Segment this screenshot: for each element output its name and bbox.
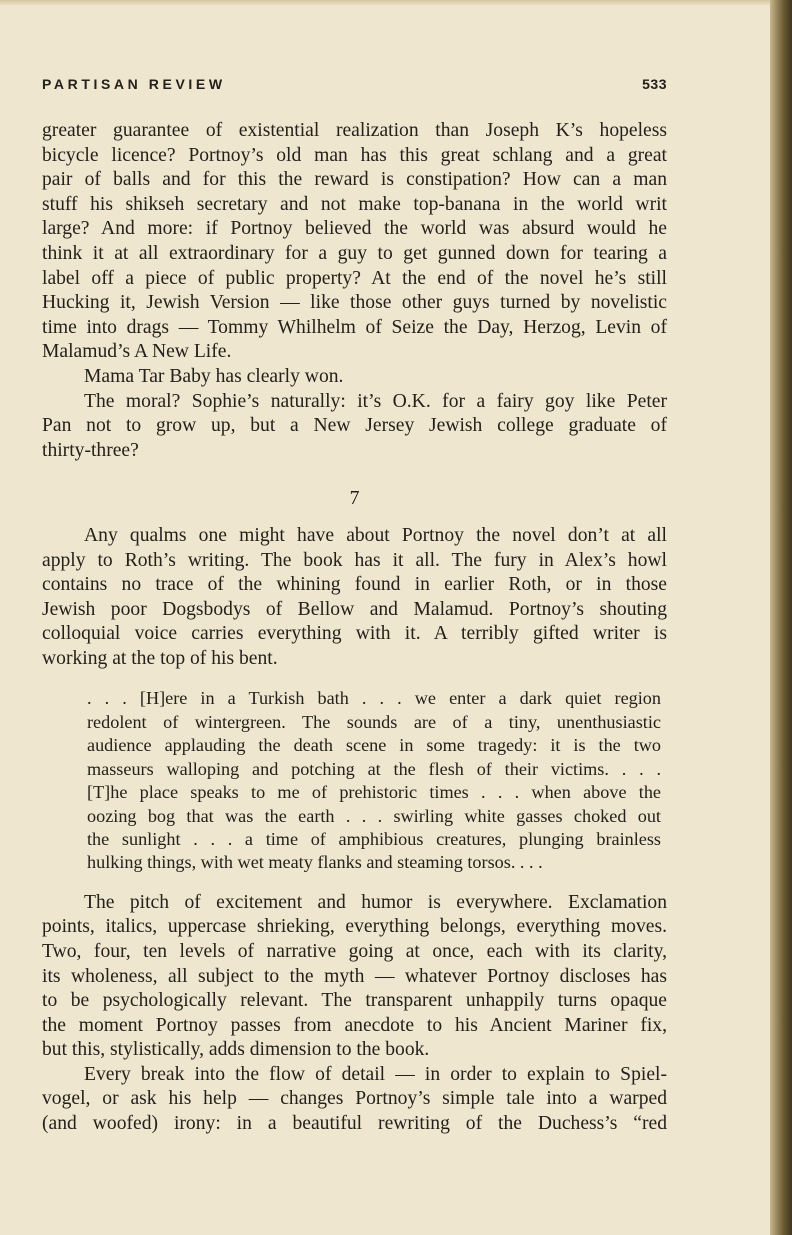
running-head: PARTISAN REVIEW: [42, 76, 226, 92]
text-line: Jewish poor Dogsbodys of Bellow and Malamud. Portnoy’s shouting: [42, 598, 667, 620]
text-line: bicycle licence? Portnoy’s old man has this great schlang and a great: [42, 144, 667, 166]
text-line: Hucking it, Jewish Version — like those other guys turned by novelistic: [42, 292, 667, 314]
paragraph: [42, 365, 667, 390]
text-line: redolent of wintergreen. The sounds are of a tiny, unenthusiastic: [87, 711, 661, 732]
text-line: large? And more: if Portnoy believed the world was absurd would he: [42, 218, 667, 240]
text-line: (and woofed) irony: in a beautiful rewriting of the Duchess’s “red: [42, 1113, 667, 1135]
page-header: [42, 76, 667, 92]
text-line: the moment Portnoy passes from anecdote to his Ancient Mariner fix,: [42, 1014, 667, 1036]
text-line: . . . [H]ere in a Turkish bath . . . we enter a dark quiet region: [87, 688, 661, 709]
text-line: thirty-three?: [42, 439, 139, 461]
text-line: Pan not to grow up, but a New Jersey Jewish college graduate of: [42, 415, 667, 437]
paragraph: [42, 119, 667, 365]
text-line: stuff his shikseh secretary and not make top-banana in the world writ: [42, 193, 667, 215]
paragraph: [42, 1063, 667, 1137]
paragraph: [42, 524, 667, 672]
text-line: The pitch of excitement and humor is everywhere. Exclamation: [84, 891, 667, 913]
text-line: to be psychologically relevant. The transparent unhappily turns opaque: [42, 990, 667, 1012]
paragraph: [42, 891, 667, 1063]
block-quote: [42, 687, 667, 874]
text-line: Malamud’s A New Life.: [42, 341, 232, 363]
text-line: hulking things, with wet meaty flanks and steaming torsos. . . .: [87, 852, 543, 873]
text-line: label off a piece of public property? At the end of the novel he’s still: [42, 267, 667, 289]
paragraph: [42, 390, 667, 464]
text-line: vogel, or ask his help — changes Portnoy’s simple tale into a warped: [42, 1088, 667, 1110]
page-number: 533: [642, 76, 667, 92]
text-line: think it at all extraordinary for a guy to get gunned down for tearing a: [42, 242, 667, 264]
text-line: working at the top of his bent.: [42, 647, 278, 669]
text-line: Any qualms one might have about Portnoy the novel don’t at all: [84, 524, 667, 546]
text-line: pair of balls and for this the reward is constipation? How can a man: [42, 169, 667, 191]
text-line: its wholeness, all subject to the myth — whatever Portnoy discloses has: [42, 965, 667, 987]
section-number: 7: [349, 488, 360, 510]
text-line: time into drags — Tommy Whilhelm of Seize the Day, Herzog, Levin of: [42, 316, 667, 338]
book-gutter-edge: [770, 0, 792, 1235]
text-line: greater guarantee of existential realization than Joseph K’s hopeless: [42, 120, 667, 141]
text-line: Every break into the flow of detail — in order to explain to Spiel-: [84, 1063, 667, 1085]
text-line: audience applauding the death scene in some tragedy: it is the two: [87, 735, 661, 756]
text-line: The moral? Sophie’s naturally: it’s O.K. for a fairy goy like Peter: [84, 390, 667, 412]
text-line: [T]he place speaks to me of prehistoric times . . . when above the: [87, 782, 661, 803]
body-text: [42, 119, 667, 1137]
text-line: apply to Roth’s writing. The book has it all. The fury in Alex’s howl: [42, 549, 667, 571]
text-line: contains no trace of the whining found in earlier Roth, or in those: [42, 574, 667, 596]
text-line: but this, stylistically, adds dimension to the book.: [42, 1039, 430, 1061]
text-line: masseurs walloping and potching at the flesh of their victims. . . .: [87, 758, 661, 779]
text-line: oozing bog that was the earth . . . swirling white gasses choked out: [87, 805, 661, 826]
text-line: colloquial voice carries everything with it. A terribly gifted writer is: [42, 623, 667, 645]
text-line: points, italics, uppercase shrieking, everything belongs, everything moves.: [42, 916, 667, 938]
text-line: Two, four, ten levels of narrative going at once, each with its clarity,: [42, 940, 667, 962]
text-line: Mama Tar Baby has clearly won.: [84, 365, 344, 387]
text-line: the sunlight . . . a time of amphibious creatures, plunging brainless: [87, 828, 661, 849]
